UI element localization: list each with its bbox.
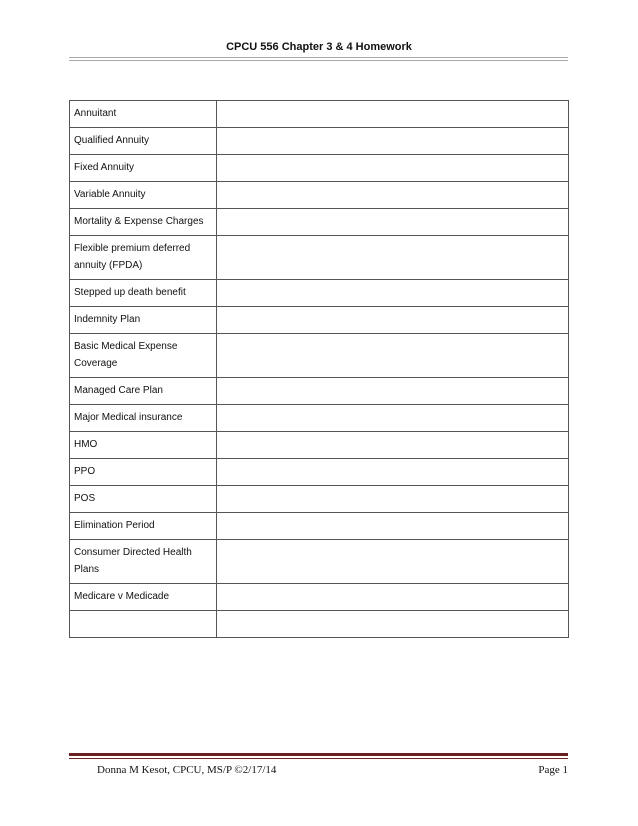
term-cell: Major Medical insurance bbox=[70, 405, 217, 432]
definition-cell[interactable] bbox=[217, 236, 569, 280]
definition-cell[interactable] bbox=[217, 540, 569, 584]
term-cell: Flexible premium deferred annuity (FPDA) bbox=[70, 236, 217, 280]
table-row bbox=[70, 101, 569, 128]
term-cell: Annuitant bbox=[70, 101, 217, 128]
definition-cell[interactable] bbox=[217, 432, 569, 459]
header-divider bbox=[69, 57, 568, 58]
term-cell: Mortality & Expense Charges bbox=[70, 209, 217, 236]
definition-cell[interactable] bbox=[217, 280, 569, 307]
definition-cell[interactable] bbox=[217, 405, 569, 432]
definition-cell[interactable] bbox=[217, 101, 569, 128]
table-row bbox=[70, 486, 569, 513]
definition-cell[interactable] bbox=[217, 611, 569, 638]
table-row bbox=[70, 128, 569, 155]
table-row bbox=[70, 307, 569, 334]
term-cell: Stepped up death benefit bbox=[70, 280, 217, 307]
table-row bbox=[70, 182, 569, 209]
terms-table-body bbox=[70, 101, 569, 638]
table-row bbox=[70, 540, 569, 584]
table-row bbox=[70, 513, 569, 540]
term-cell: Medicare v Medicade bbox=[70, 584, 217, 611]
table-row bbox=[70, 405, 569, 432]
term-cell: PPO bbox=[70, 459, 217, 486]
header-divider bbox=[69, 60, 568, 61]
table-row bbox=[70, 280, 569, 307]
term-cell: Consumer Directed Health Plans bbox=[70, 540, 217, 584]
definition-cell[interactable] bbox=[217, 182, 569, 209]
definition-cell[interactable] bbox=[217, 209, 569, 236]
table-row bbox=[70, 334, 569, 378]
term-cell: Qualified Annuity bbox=[70, 128, 217, 155]
table-row bbox=[70, 378, 569, 405]
table-row bbox=[70, 155, 569, 182]
term-cell: POS bbox=[70, 486, 217, 513]
table-row bbox=[70, 584, 569, 611]
definition-cell[interactable] bbox=[217, 378, 569, 405]
definition-cell[interactable] bbox=[217, 584, 569, 611]
term-cell bbox=[70, 611, 217, 638]
footer-page-number: Page 1 bbox=[538, 764, 568, 776]
definition-cell[interactable] bbox=[217, 307, 569, 334]
table-row bbox=[70, 209, 569, 236]
term-cell: HMO bbox=[70, 432, 217, 459]
terms-table bbox=[69, 100, 569, 638]
definition-cell[interactable] bbox=[217, 459, 569, 486]
table-row bbox=[70, 459, 569, 486]
term-cell: Indemnity Plan bbox=[70, 307, 217, 334]
term-cell: Elimination Period bbox=[70, 513, 217, 540]
term-cell: Basic Medical Expense Coverage bbox=[70, 334, 217, 378]
term-cell: Variable Annuity bbox=[70, 182, 217, 209]
footer-author: Donna M Kesot, CPCU, MS/P ©2/17/14 bbox=[97, 764, 277, 776]
table-row bbox=[70, 611, 569, 638]
definition-cell[interactable] bbox=[217, 486, 569, 513]
definition-cell[interactable] bbox=[217, 334, 569, 378]
definition-cell[interactable] bbox=[217, 155, 569, 182]
table-row bbox=[70, 432, 569, 459]
term-cell: Managed Care Plan bbox=[70, 378, 217, 405]
table-row bbox=[70, 236, 569, 280]
footer-divider bbox=[69, 758, 568, 759]
definition-cell[interactable] bbox=[217, 513, 569, 540]
footer-divider bbox=[69, 753, 568, 756]
page-header-title: CPCU 556 Chapter 3 & 4 Homework bbox=[226, 41, 412, 53]
definition-cell[interactable] bbox=[217, 128, 569, 155]
term-cell: Fixed Annuity bbox=[70, 155, 217, 182]
